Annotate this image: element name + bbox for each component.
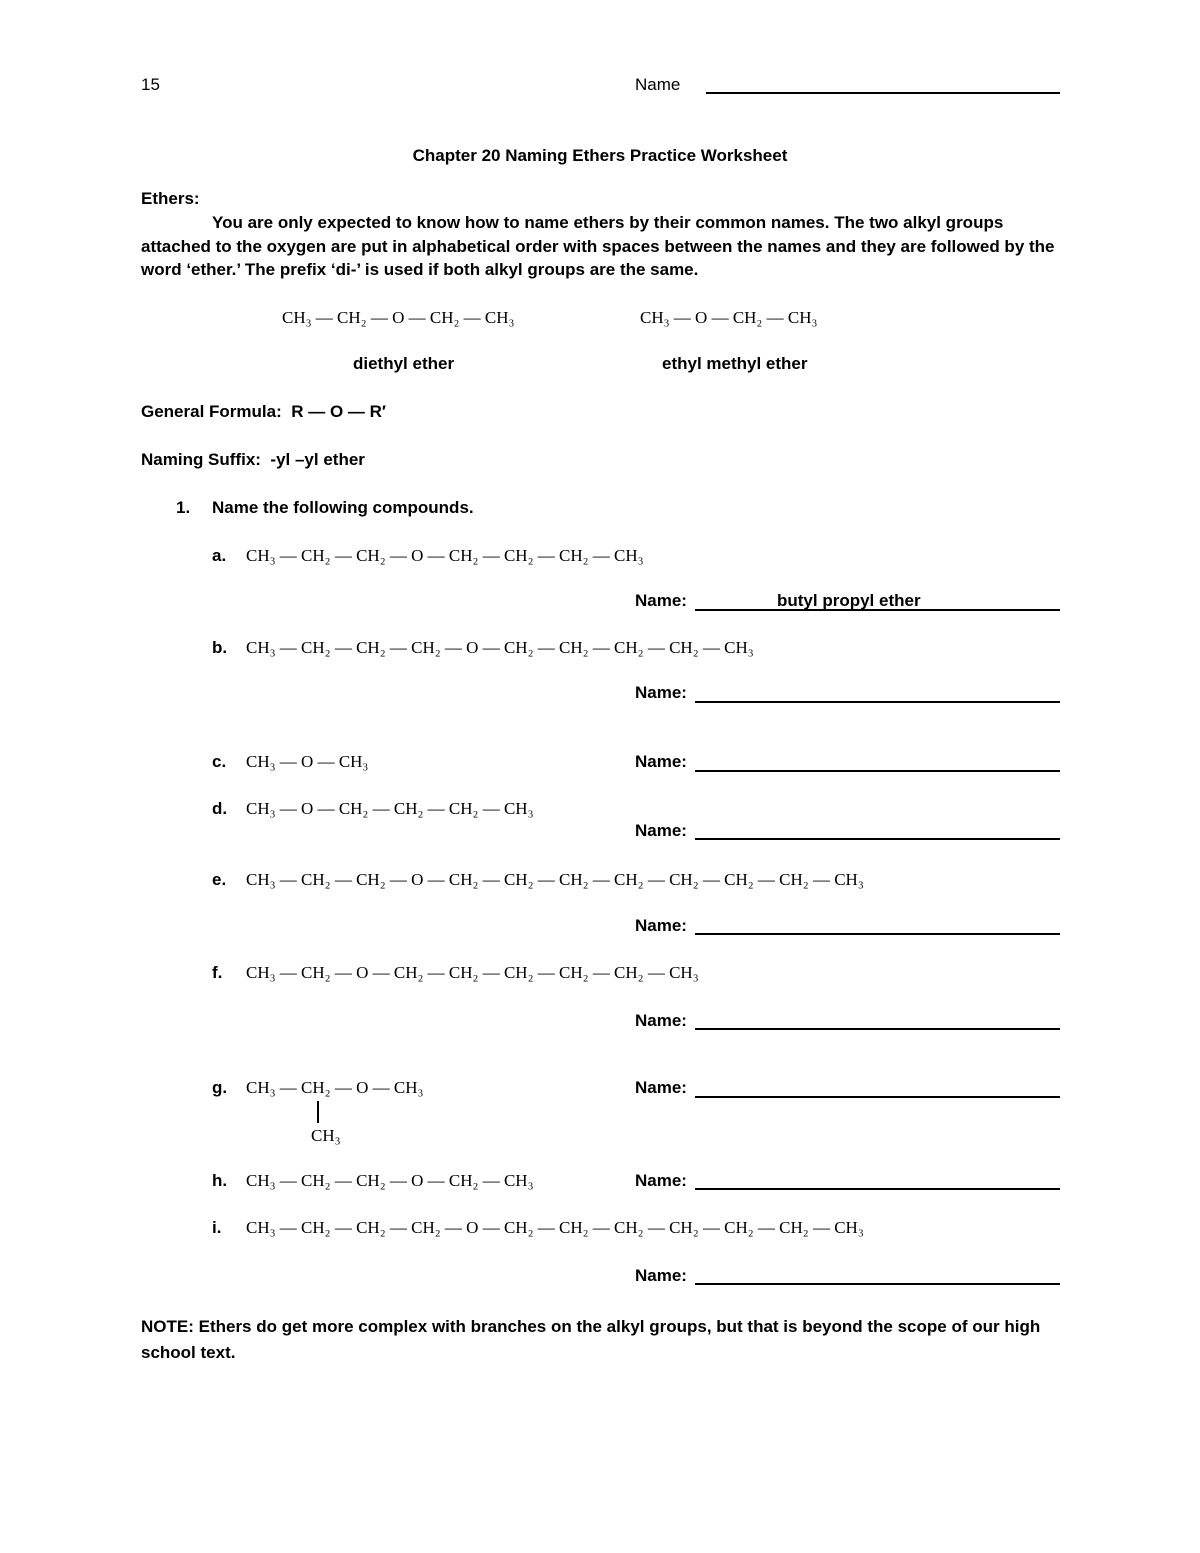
name-field-label: Name: (635, 821, 687, 840)
answer-field[interactable] (695, 770, 1060, 772)
page-number: 15 (141, 75, 160, 94)
answer-field[interactable] (695, 1028, 1060, 1030)
general-formula-value: R — O — R′ (291, 402, 386, 421)
item-letter: d. (212, 799, 228, 818)
item-letter: a. (212, 546, 227, 565)
item-formula: CH₃ — CH₂ — CH₂ — O — CH₂ — CH₂ — CH₂ — CH₂ — CH₂ — CH₂ — CH₂ — CH₃ (246, 870, 864, 889)
item-formula: CH₃ — O — CH₃ (246, 752, 369, 771)
answer-field[interactable] (695, 701, 1060, 703)
question-text: Name the following compounds. (212, 498, 474, 517)
item-letter: f. (212, 963, 223, 982)
item-letter: e. (212, 870, 227, 889)
page-title: Chapter 20 Naming Ethers Practice Worksheet (412, 146, 788, 165)
student-name-field[interactable] (706, 92, 1060, 94)
example-formula: CH₃ — CH₂ — O — CH₂ — CH₃ (282, 308, 515, 327)
answer-field[interactable] (695, 933, 1060, 935)
name-field-label: Name: (635, 683, 687, 702)
intro-text: You are only expected to know how to name ethers by their common names. The two alkyl groups attached to the oxygen are put in alphabetical order with spaces between the names and they are followed by the word ‘ether.’ The prefix ‘di-’ is used if both alkyl groups are the same. (141, 213, 1055, 279)
question-number: 1. (176, 498, 191, 517)
name-field-label: Name: (635, 752, 687, 771)
example-name: ethyl methyl ether (662, 354, 808, 373)
item-formula: CH₃ — CH₂ — CH₂ — O — CH₂ — CH₂ — CH₂ — CH₃ (246, 546, 644, 565)
branch-group: CH₃ (311, 1126, 341, 1145)
name-label: Name (635, 75, 681, 94)
example-name: diethyl ether (353, 354, 455, 373)
item-letter: b. (212, 638, 228, 657)
item-formula: CH₃ — CH₂ — O — CH₃ (246, 1078, 424, 1097)
name-field-label: Name: (635, 916, 687, 935)
intro-paragraph (141, 211, 1061, 282)
answer-field[interactable] (695, 1188, 1060, 1190)
example-formula: CH₃ — O — CH₂ — CH₃ (640, 308, 818, 327)
item-letter: h. (212, 1171, 228, 1190)
answer-text: butyl propyl ether (777, 591, 921, 610)
naming-suffix-value: -yl –yl ether (270, 450, 365, 469)
answer-field[interactable] (695, 838, 1060, 840)
name-field-label: Name: (635, 1171, 687, 1190)
name-field-label: Name: (635, 1266, 687, 1285)
answer-field[interactable] (695, 1096, 1060, 1098)
general-formula-label: General Formula: (141, 402, 282, 421)
item-formula: CH₃ — CH₂ — CH₂ — CH₂ — O — CH₂ — CH₂ — CH₂ — CH₂ — CH₃ (246, 638, 754, 657)
name-field-label: Name: (635, 1078, 687, 1097)
general-formula (141, 402, 386, 422)
item-letter: c. (212, 752, 227, 771)
naming-suffix (141, 450, 365, 470)
branch-bond (317, 1101, 319, 1123)
answer-field[interactable] (695, 1283, 1060, 1285)
item-formula: CH₃ — O — CH₂ — CH₂ — CH₂ — CH₃ (246, 799, 534, 818)
name-field-label: Name: (635, 1011, 687, 1030)
item-formula: CH₃ — CH₂ — CH₂ — O — CH₂ — CH₃ (246, 1171, 534, 1190)
section-heading: Ethers: (141, 189, 200, 208)
item-letter: i. (212, 1218, 222, 1237)
item-letter: g. (212, 1078, 228, 1097)
naming-suffix-label: Naming Suffix: (141, 450, 261, 469)
item-formula: CH₃ — CH₂ — CH₂ — CH₂ — O — CH₂ — CH₂ — CH₂ — CH₂ — CH₂ — CH₂ — CH₃ (246, 1218, 864, 1237)
footnote: NOTE: Ethers do get more complex with branches on the alkyl groups, but that is beyond the scope of our high school text. (141, 1317, 1041, 1362)
name-field-label: Name: (635, 591, 687, 610)
item-formula: CH₃ — CH₂ — O — CH₂ — CH₂ — CH₂ — CH₂ — CH₂ — CH₃ (246, 963, 699, 982)
